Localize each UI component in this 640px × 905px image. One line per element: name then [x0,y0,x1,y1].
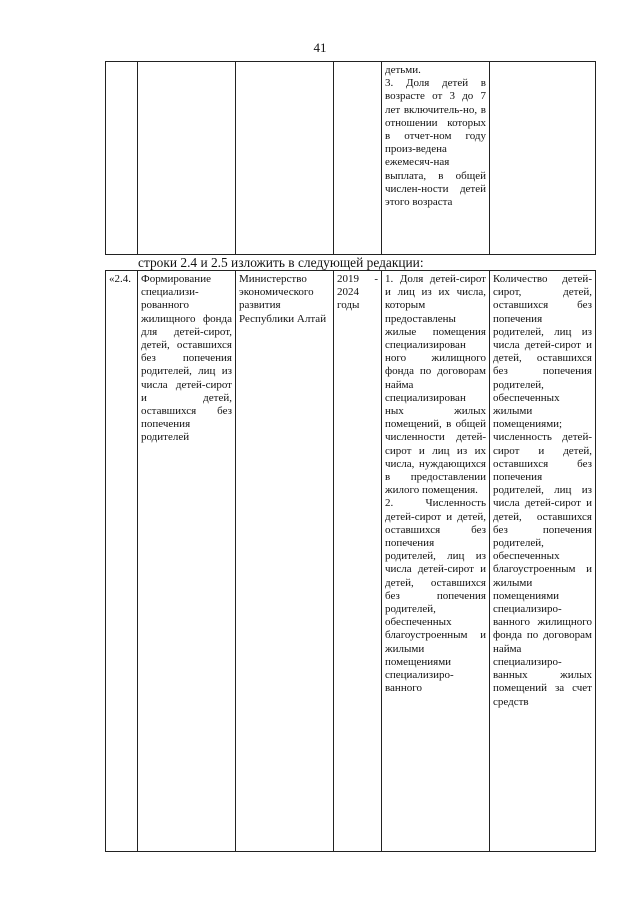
cell-results [490,62,596,255]
table-row [106,62,596,255]
row-number: «2.4. [106,271,138,852]
table-row [106,271,596,852]
cell-executor [236,62,334,255]
amended-table-row [105,270,596,852]
cell-period [334,62,382,255]
amendment-caption: строки 2.4 и 2.5 изложить в следующей редакции: [138,255,424,270]
continued-table-row [105,61,596,255]
cell-number [106,62,138,255]
page-number: 41 [313,40,327,55]
row-period: 2019 - 2024 годы [334,271,382,852]
row-executor: Министерство экономического развития Республики Алтай [236,271,334,852]
row-indicators: 1. Доля детей-сирот и лиц из их числа, которым предоставлены жилые помещения специализирован ного жилищного фонда по договорам найма специализирован ных жилых помещений, в общей численности детей-сирот и лиц из их числа, нуждающихся в предоставлении жилого помещения. 2. Численность детей-сирот и детей, оставшихся без попечения родителей, лиц из числа детей-сирот и детей, оставшихся без попечения родителей, обеспеченных благоустроенным и жилыми помещениями специализиро-ванного [382,271,490,852]
row-results: Количество детей-сирот, детей, оставшихся без попечения родителей, лиц из числа детей-сирот и детей, оставшихся без попечения родителей, обеспеченных жилыми помещениями; численность детей-сирот и детей, оставшихся без попечения родителей, лиц из числа детей-сирот и детей, оставшихся без попечения родителей, обеспеченных благоустроенным и жилыми помещениями специализиро-ванного жилищного фонда по договорам найма специализиро-ванных жилых помещений за счет средств [490,271,596,852]
cell-indicators: детьми. 3. Доля детей в возрасте от 3 до 7 лет включитель-но, в отношении которых в отчет-ном году произ-ведена ежемесяч-ная выплата, в общей числен-ности детей этого возраста [382,62,490,255]
cell-name [138,62,236,255]
row-name: Формирование специализи-рованного жилищного фонда для детей-сирот, детей, оставшихся без попечения родителей, лиц из числа детей-сирот и детей, оставшихся без попечения родителей [138,271,236,852]
